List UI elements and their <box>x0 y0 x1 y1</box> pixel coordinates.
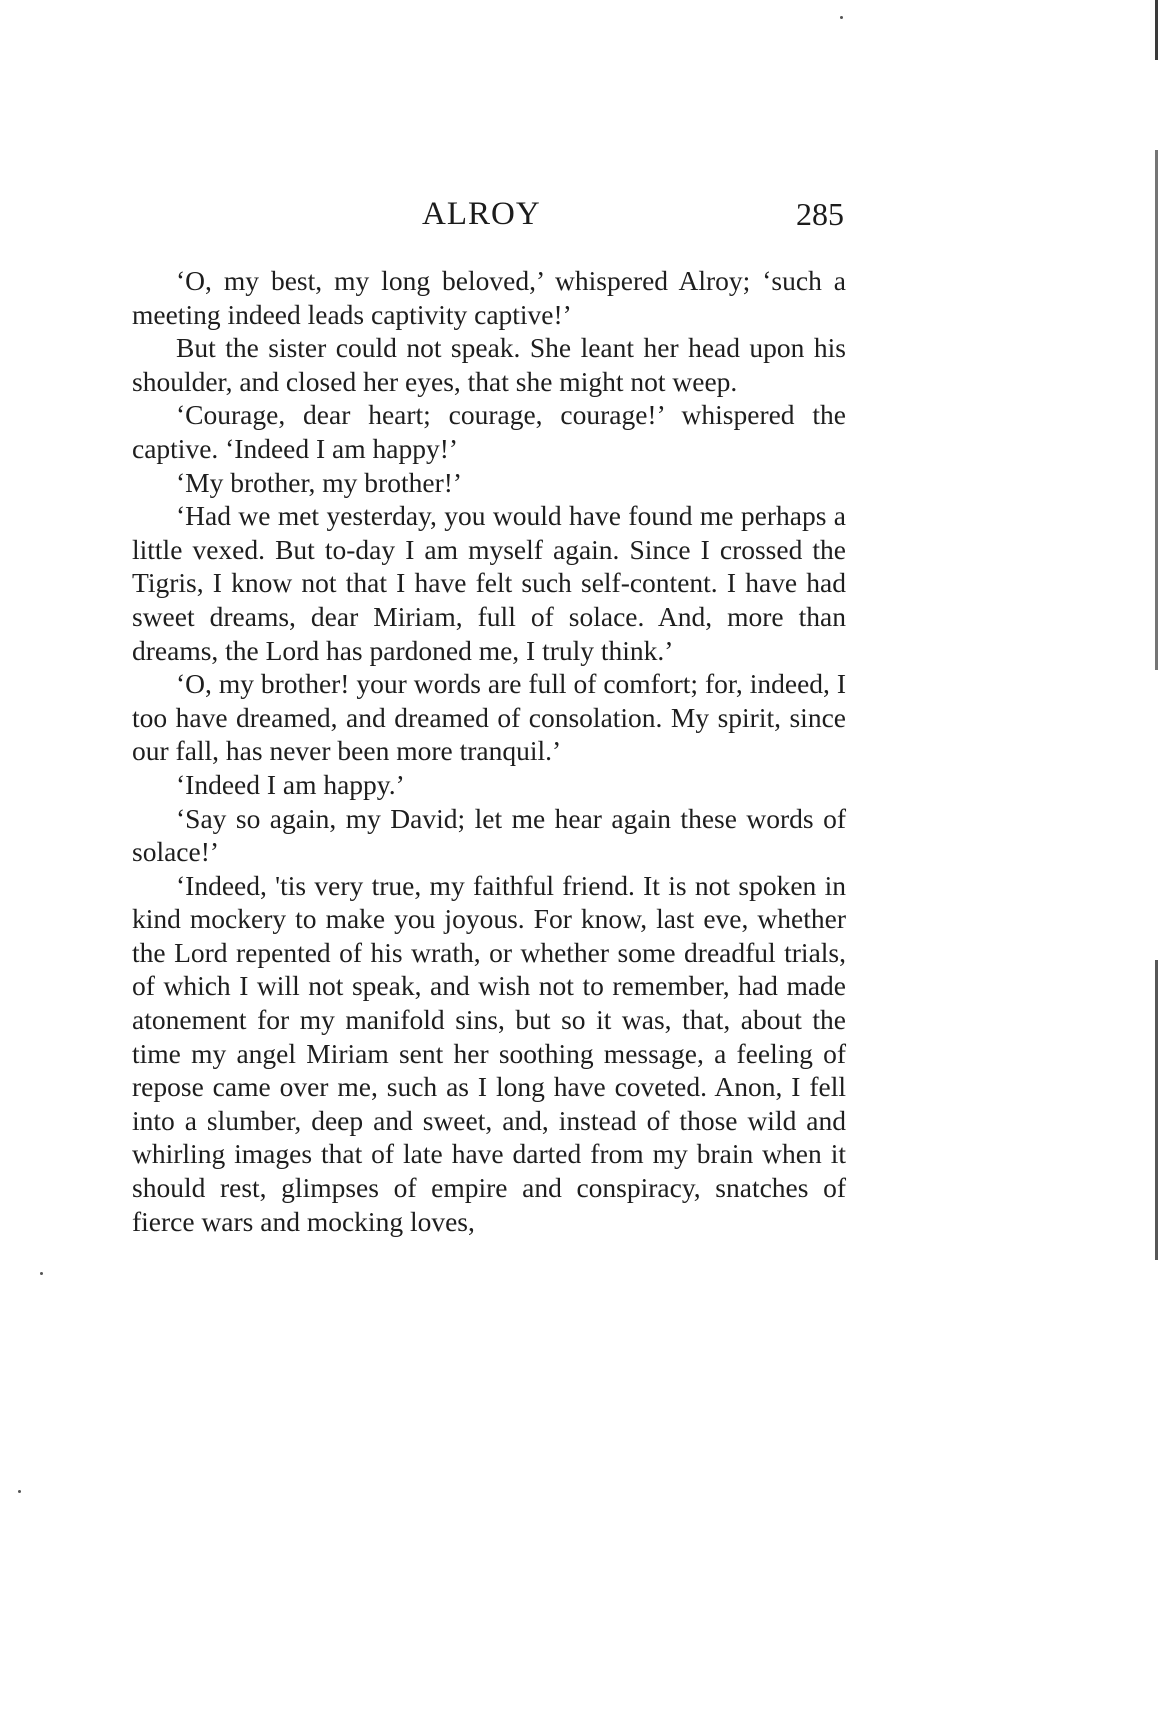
page-edge-mark <box>1155 150 1158 670</box>
running-title: ALROY <box>422 196 541 232</box>
scan-speck <box>18 1490 21 1493</box>
paragraph: ‘Say so again, my David; let me hear again these words of solace!’ <box>132 802 846 868</box>
paragraph: ‘O, my best, my long beloved,’ whispered Alroy; ‘such a meeting indeed leads captivity captive!’ <box>132 265 846 330</box>
page-edge-mark <box>1155 960 1158 1260</box>
scan-speck <box>40 1272 43 1275</box>
page-edge-mark <box>1155 0 1158 60</box>
body-text <box>132 264 846 1238</box>
paragraph: But the sister could not speak. She leant her head upon his shoulder, and closed her eyes, that she might not weep. <box>132 332 846 397</box>
paragraph: ‘O, my brother! your words are full of comfort; for, indeed, I too have dreamed, and dreamed of consolation. My spirit, since our fall, has never been more tranquil.’ <box>132 668 846 767</box>
paragraph: ‘Indeed I am happy.’ <box>176 768 405 800</box>
paragraph: ‘My brother, my brother!’ <box>176 466 463 498</box>
paragraph: ‘Had we met yesterday, you would have found me perhaps a little vexed. But to-day I am myself again. Since I crossed the Tigris, I know not that I have felt such self-content. I have had sweet dreams, dear Miriam, full of solace. And, more than dreams, the Lord has pardoned me, I truly think.’ <box>132 500 846 666</box>
page-number: 285 <box>796 196 844 232</box>
scan-speck <box>840 16 843 19</box>
paragraph: ‘Courage, dear heart; courage, courage!’ whispered the captive. ‘Indeed I am happy!’ <box>132 399 846 464</box>
running-header <box>132 196 846 240</box>
paragraph: ‘Indeed, 'tis very true, my faithful friend. It is not spoken in kind mockery to make you joyous. For know, last eve, whether the Lord repented of his wrath, or whether some dreadful trials, of which I will not speak, and wish not to remember, had made atonement for my manifold sins, but so it was, that, about the time my angel Miriam sent her soothing message, a feeling of repose came over me, such as I long have coveted. Anon, I fell into a slumber, deep and sweet, and, instead of those wild and whirling images that of late have darted from my brain when it should rest, glimpses of empire and conspiracy, snatches of fierce wars and mocking loves, <box>132 869 846 1237</box>
